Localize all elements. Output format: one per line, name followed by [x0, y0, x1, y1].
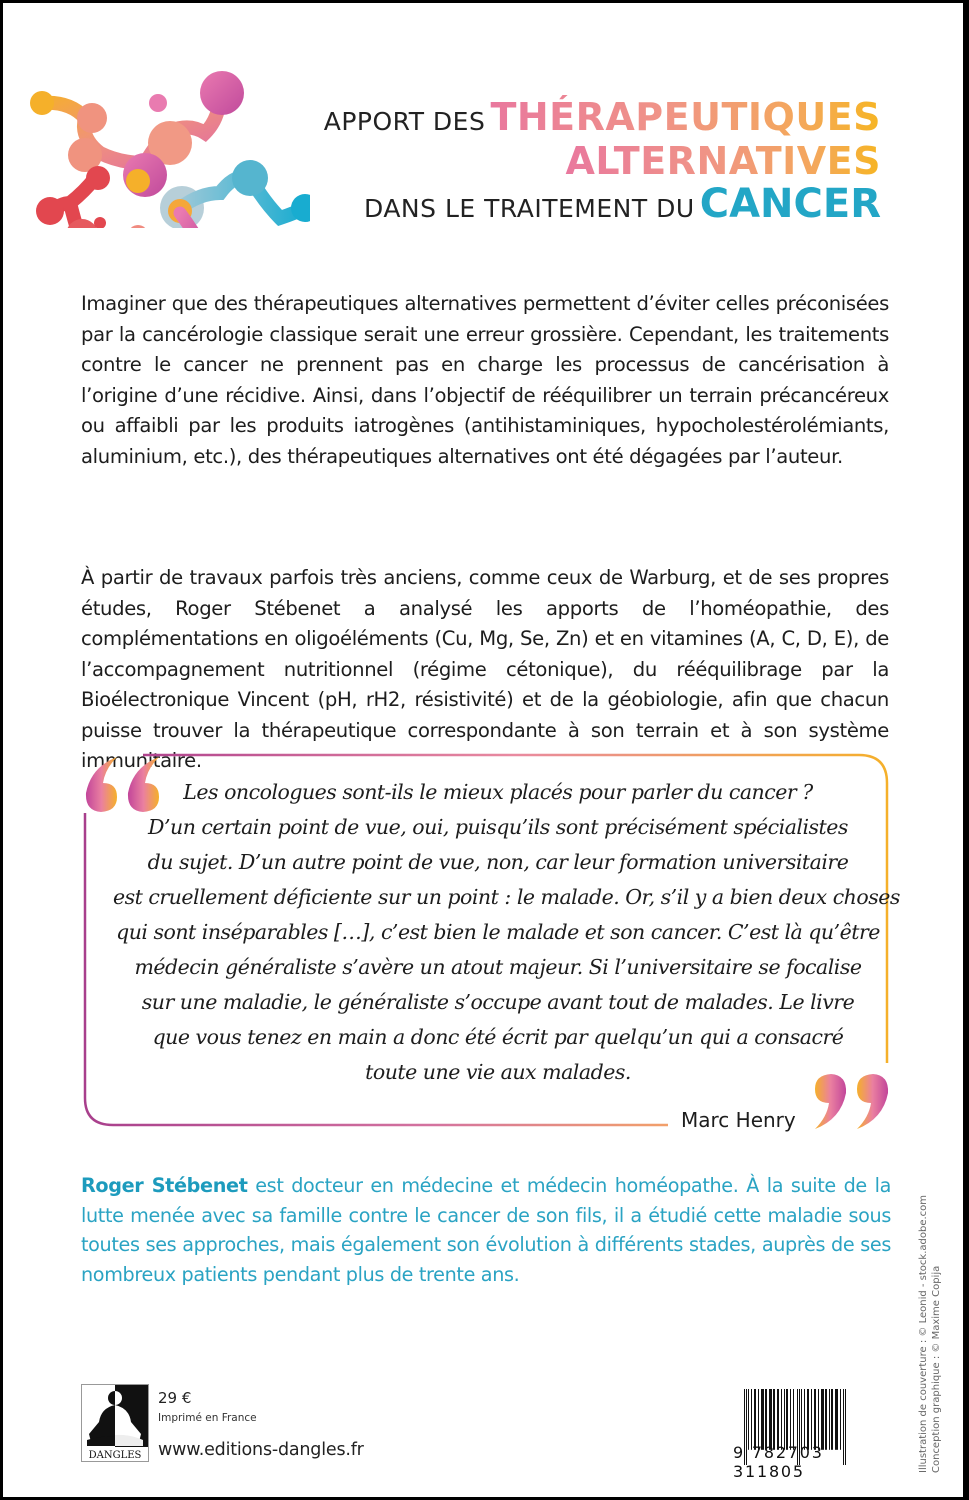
author-bio-text: est docteur en médecine et médecin homéopathe. À la suite de la lutte menée avec sa famille contre le cancer de son fils, il a étudié cette maladie sous toutes ses approches, mais également son évolution à différents stades, auprès de ses nombreux patients pendant plus de trente ans. [81, 1174, 891, 1286]
barcode-bar [751, 1389, 752, 1450]
barcode-bar [831, 1389, 833, 1450]
credit-design: Conception graphique : © Maxime Copija [931, 1265, 942, 1473]
summary-paragraph-2: À partir de travaux parfois très anciens, comme ceux de Warburg, et de ses propres études, Roger Stébenet a analysé les apports de l’homéopathie, des complémentations en oligoéléments (Cu, Mg, Se, Zn) et en vitamines (A, C, D, E), de l’accompagnement nutritionnel (régime cétonique), du rééquilibrage par la Bioélectronique Vincent (pH, rH2, résistivité) et de la géobiologie, afin que chacun puisse trouver la thérapeutique correspondante à son terrain et à son système immunitaire. [81, 566, 889, 772]
barcode-bar [840, 1389, 841, 1450]
author-bio [81, 1171, 891, 1289]
barcode-bar [781, 1389, 782, 1450]
barcode-bar [825, 1389, 827, 1450]
barcode-bar [786, 1389, 788, 1450]
barcode-bar [758, 1389, 759, 1450]
quote-line: médecin généraliste s’avère un atout majeur. Si l’universitaire se focalise [134, 955, 862, 979]
quote-text [113, 775, 900, 1090]
quote-line: D’un certain point de vue, oui, puisqu’ils sont précisément spécialistes [148, 815, 848, 839]
barcode-bar [754, 1389, 756, 1450]
logo-label: DANGLES [88, 1450, 142, 1461]
author-name: Roger Stébenet [81, 1174, 248, 1197]
molecule-network-icon [30, 63, 310, 228]
quote-author: Marc Henry [675, 1108, 802, 1132]
isbn-number: 9 782703 311805 [733, 1443, 824, 1481]
barcode-bar [784, 1389, 785, 1450]
barcode-bar [761, 1389, 764, 1450]
barcode-bar [765, 1389, 767, 1450]
title-therapeutiques: THÉRAPEUTIQUES [490, 95, 881, 139]
publisher-website-link[interactable]: www.editions-dangles.fr [158, 1440, 364, 1460]
title-line-1 [323, 95, 881, 139]
quote-line: est cruellement déficiente sur un point : le malade. Or, s’il y a bien deux choses [113, 885, 900, 909]
barcode-bar [818, 1389, 819, 1450]
barcode-bar [829, 1389, 830, 1450]
dangles-logo-icon [81, 1384, 149, 1462]
summary-paragraph-1: Imaginer que des thérapeutiques alternatives permettent d’éviter celles préconisées par la cancérologie classique serait une erreur grossière. Cependant, les traitements contre le cancer ne prennent pas en charge les processus de cancérisation à l’origine d’une récidive. Ainsi, dans l’objectif de rééquilibrer un terrain précancéreux ou affaibli par les produits iatrogènes (antihistaminiques, hypocholestérolémiants, aluminium, etc.), des thérapeutiques alternatives ont été dégagées par l’auteur. [81, 292, 889, 468]
barcode-bar [801, 1389, 802, 1450]
molecule-cyan-chain [160, 160, 310, 228]
quote-line: que vous tenez en main a donc été écrit par quelqu’un qui a consacré [152, 1025, 844, 1049]
title-prefix-apport: APPORT DES [323, 107, 486, 136]
barcode-bar [804, 1389, 805, 1450]
barcode-bar [821, 1389, 824, 1450]
price: 29 € [158, 1389, 192, 1407]
barcode-bar [790, 1389, 791, 1450]
quote-line: sur une maladie, le généraliste s’occupe avant tout de malades. Le livre [141, 990, 855, 1014]
quote-line: qui sont inséparables […], c’est bien le malade et son cancer. C’est là qu’être [116, 920, 880, 944]
quote-line: toute une vie aux malades. [365, 1060, 631, 1084]
title-line-2 [324, 139, 881, 183]
barcode-bar [814, 1389, 816, 1450]
credits [917, 1195, 943, 1473]
title-cancer: CANCER [699, 181, 881, 227]
barcode-bar [777, 1389, 779, 1450]
barcode-bar [748, 1389, 749, 1450]
credit-illustration: Illustration de couverture : © Leonid - stock.adobe.com [918, 1194, 929, 1473]
close-quote-icon [811, 1073, 893, 1131]
book-back-cover [3, 3, 963, 1497]
title-prefix-traitement: DANS LE TRAITEMENT DU [364, 194, 695, 223]
quote-line: du sujet. D’un autre point de vue, non, car leur formation universitaire [147, 850, 849, 874]
title-alternatives: ALTERNATIVES [565, 139, 881, 183]
molecule-magenta-node [123, 153, 167, 197]
barcode-bar [793, 1389, 794, 1450]
barcode-bar [835, 1389, 838, 1450]
barcode-bar [811, 1389, 812, 1450]
book-title [323, 95, 881, 227]
title-line-3 [324, 181, 881, 227]
barcode-bar [769, 1389, 772, 1450]
printed-in: Imprimé en France [158, 1412, 257, 1424]
barcode-bar [807, 1389, 809, 1450]
quote-line: Les oncologues sont-ils le mieux placés pour parler du cancer ? [183, 780, 813, 804]
barcode-bar [773, 1389, 775, 1450]
